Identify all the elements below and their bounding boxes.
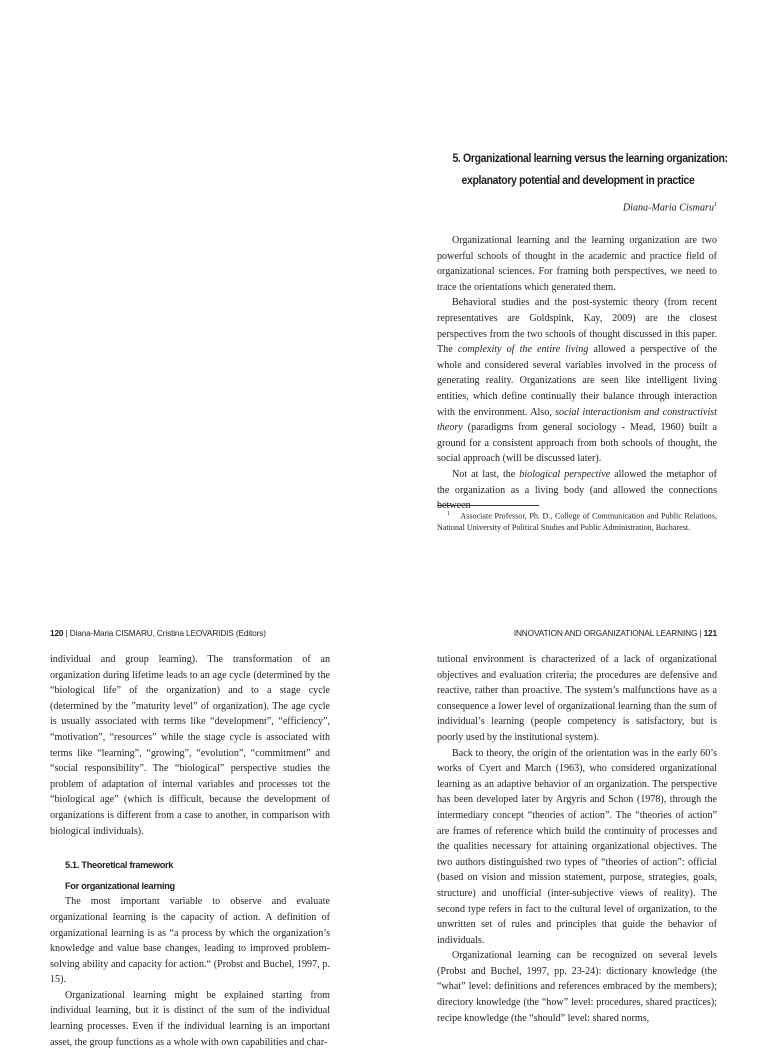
body-paragraph: individual and group learning). The transformation of an organization during lifetime leads to an age cycle (determined by the “biological life” of the organization) and to a stage cycle (determined by the ”maturity level” of organization). The age cycle is usually associated with terms like “development”, “efficiency”, “motivation”, “resources” while the stage cycle is associated with terms like “learning”, “growing”, “evolution”, “commitment” and “social responsibility”. The “biological” perspective studies the problem of adaptation of internal variables and processes tot the “biological age” (which is difficult, because the development of organizations is different from a case to another, in comparison with biological individuals).: [50, 654, 330, 837]
running-head-left-text: | Diana-Maria CISMARU, Cristina LEOVARIDIS (Editors): [63, 628, 266, 638]
left-page-body: [50, 652, 330, 1050]
author-name: Diana-Maria Cismaru: [622, 202, 714, 214]
running-head-left: [50, 628, 266, 638]
author-line: [437, 202, 717, 213]
chapter-title: [452, 147, 728, 191]
top-body-text: [437, 233, 717, 514]
body-paragraph: tutional environment is characterized of a lack of organizational objectives and evaluation criteria; the procedures are defensive and reactive, rather than proactive. The system’s malfunctions have as a consequence a lower level of organizational learning than the sum of individual’s learning (people competency is satisfactory, but is poorly used by the institutional system).: [437, 654, 717, 743]
running-head-right-text: INNOVATION AND ORGANIZATIONAL LEARNING |: [513, 628, 704, 638]
running-head-right: [514, 628, 717, 638]
body-paragraph: Behavioral studies and the post-systemic theory (from recent representatives are Goldspink, Kay, 2009) are the closest perspectives from the two schools of thought discussed in this paper. The complexity of the entire living allowed a perspective of the whole and considered several variables involved in the process of generating reality. Organizations are seen like intelligent living entities, which define continually their balance through interaction with the environment. Also, social interactionism and constructivist theory (paradigms from general sociology - Mead, 1960) built a ground for a consistent approach from both schools of thought, the social approach (will be discussed later).: [437, 297, 717, 465]
body-paragraph: Back to theory, the origin of the orientation was in the early 60’s works of Cyert and March (1963), who considered organizational learning as an adaptive behavior of an organization. The perspective has been developed later by Argyris and Schon (1978), through the intermediary concept “theories of action”. The “theories of action” are frames of reference which build the continuity of processes and the qualities necessary for attaining organizational objectives. The two authors distinguished two types of “theories of action”: official (based on vision and mission statement, purpose, strategies, goals, structure) and unofficial (inter-subjective views of reality). The second type refers in fact to the cultural level of organization, to the unwritten set of rules and principles that guide the behavior of individuals.: [437, 747, 717, 946]
right-page-body: [437, 652, 717, 1026]
author-footnote-mark: 1: [714, 202, 717, 208]
page-number-left: 120: [50, 628, 64, 638]
footnote-rule: [437, 505, 539, 506]
footnote-text: Associate Professor, Ph. D., College of Communication and Public Relations, National University of Political Studies and Public Administration, Bucharest.: [437, 511, 718, 533]
page-number-right: 121: [703, 628, 717, 638]
chapter-title-line2: explanatory potential and development in practice: [461, 173, 695, 187]
chapter-title-line1: 5. Organizational learning versus the learning organization:: [452, 151, 728, 165]
footnote-mark: 1: [447, 511, 450, 517]
body-paragraph: Organizational learning might be explained starting from individual learning, but it is distinct of the sum of the individual learning processes. Even if the individual learning is an important asset, the group functions as a whole with own capabilities and char-: [50, 989, 330, 1048]
body-paragraph: Organizational learning can be recognized on several levels (Probst and Buchel, 1997, pp. 23-24): dictionary knowledge (the “what” level: definitions and references embraced by the members); directory knowledge (the “how” level: procedures, shared practices); recipe knowledge (the “should” level: shared norms,: [437, 950, 717, 1024]
subsection-heading: For organizational learning: [65, 880, 175, 891]
body-paragraph: Organizational learning and the learning organization are two powerful schools of thought in the academic and practice field of organizational sciences. For framing both perspectives, we need to trace the orientations which generated them.: [437, 235, 717, 293]
body-paragraph: Not at last, the biological perspective allowed the metaphor of the organization as a living body (and allowed the connections between: [437, 468, 717, 512]
section-heading: 5.1. Theoretical framework: [65, 860, 174, 871]
body-paragraph: The most important variable to observe and evaluate organizational learning is the capacity of action. A definition of organizational learning is as “a process by which the organization’s knowledge and value base changes, leading to improved problem-solving ability and capacity for action.“ (Probst and Buchel, 1997, p. 15).: [50, 896, 330, 986]
footnote: [437, 509, 717, 534]
